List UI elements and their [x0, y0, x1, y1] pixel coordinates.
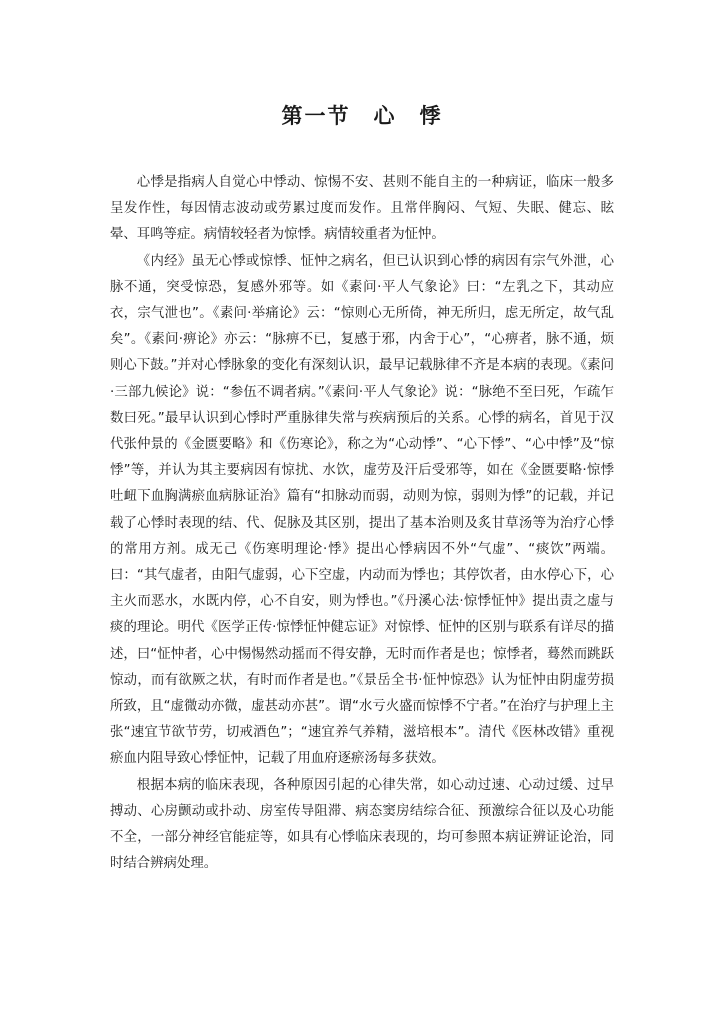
paragraph-definition: 心悸是指病人自觉心中悸动、惊惕不安、甚则不能自主的一种病证，临床一般多呈发作性，每因情志波动或劳累过度而发作。且常伴胸闷、气短、失眠、健忘、眩晕、耳鸣等症。病情较轻者为惊悸。病情较重者为怔忡。	[110, 175, 614, 243]
paragraph-scope: 根据本病的临床表现，各种原因引起的心律失常，如心动过速、心动过缓、过早搏动、心房颤动或扑动、房室传导阻滞、病态窦房结综合征、预激综合征以及心功能不全，一部分神经官能症等，如具有心悸临床表现的，均可参照本病证辨证论治，同时结合辨病处理。	[110, 777, 614, 872]
body-text	[110, 170, 614, 877]
section-title: 第一节 心 悸	[281, 104, 443, 128]
paragraph-history: 《内经》虽无心悸或惊悸、怔忡之病名，但已认识到心悸的病因有宗气外泄，心脉不通，突受惊恐，复感外邪等。如《素问·平人气象论》曰：“左乳之下，其动应衣，宗气泄也”。《素问·举痛论》云：“惊则心无所倚，神无所归，虑无所定，故气乱矣”。《素问·痹论》亦云：“脉痹不已，复感于邪，内舍于心”，“心痹者，脉不通，烦则心下鼓。”并对心悸脉象的变化有深刻认识，最早记载脉律不齐是本病的表现。《素问·三部九候论》说：“参伍不调者病。”《素问·平人气象论》说：“脉绝不至曰死，乍疏乍数曰死。”最早认识到心悸时严重脉律失常与疾病预后的关系。心悸的病名，首见于汉代张仲景的《金匮要略》和《伤寒论》，称之为“心动悸”、“心下悸”、“心中悸”及“惊悸”等，并认为其主要病因有惊扰、水饮，虚劳及汗后受邪等，如在《金匮要略·惊悸吐衄下血胸满瘀血病脉证治》篇有“扣脉动而弱，动则为惊，弱则为悸”的记载，并记载了心悸时表现的结、代、促脉及其区别，提出了基本治则及炙甘草汤等为治疗心悸的常用方剂。成无己《伤寒明理论·悸》提出心悸病因不外“气虚”、“痰饮”两端。曰：“其气虚者，由阳气虚弱，心下空虚，内动而为悸也；其停饮者，由水停心下，心主火而恶水，水既内停，心不自安，则为悸也。”《丹溪心法·惊悸怔忡》提出责之虚与痰的理论。明代《医学正传·惊悸怔忡健忘证》对惊悸、怔忡的区别与联系有详尽的描述，曰“怔忡者，心中惕惕然动摇而不得安静，无时而作者是也；惊悸者，蓦然而跳跃惊动，而有欲厥之状，有时而作者是也。”《景岳全书·怔忡惊恐》认为怔忡由阴虚劳损所致，且“虚微动亦微，虚甚动亦甚”。谓“水亏火盛而惊悸不宁者。”在治疗与护理上主张“速宜节欲节劳，切戒酒色”；“速宜养气养精，滋培根本”。清代《医林改错》重视瘀血内阻导致心悸怔忡，记载了用血府逐瘀汤每多获效。	[110, 253, 614, 767]
